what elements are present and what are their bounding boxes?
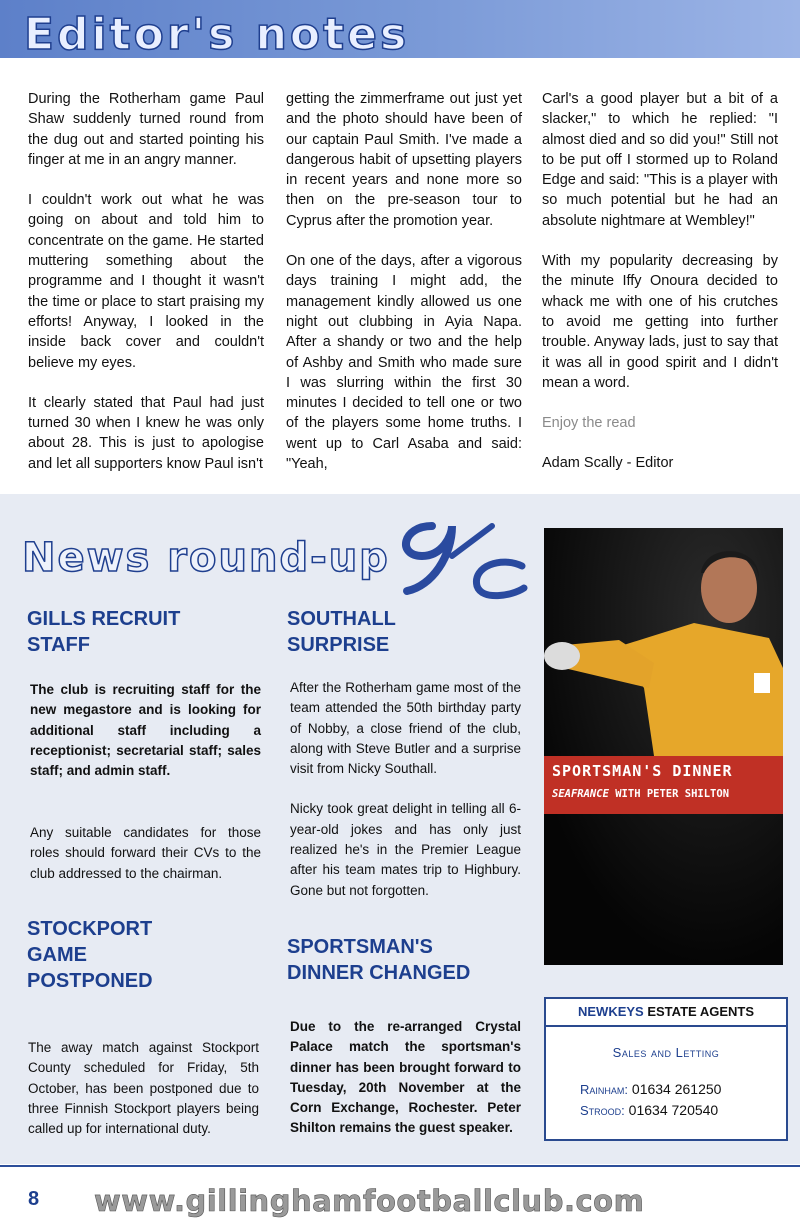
gills-paragraph: Any suitable candidates for those roles should forward their CVs to the club addressed to the chairman. <box>30 825 261 881</box>
editorial-paragraph: With my popularity decreasing by the minute Iffy Onoura decided to whack me with one of his crutches to avoid me getting into further trouble. Anyway lads, just to say that it was all in good spirit and I didn't mean a word. <box>542 253 778 391</box>
newkeys-advert <box>544 997 788 1141</box>
goalkeeper-photo <box>544 528 783 965</box>
editors-notes-banner <box>0 0 800 58</box>
editors-notes-title: Editor's notes <box>24 9 410 58</box>
editorial-column-1 <box>28 89 264 494</box>
gills-story-cont <box>30 823 261 904</box>
stockport-headline: STOCKPORT GAME POSTPONED <box>27 918 153 992</box>
stockport-paragraph: The away match against Stockport County scheduled for Friday, 5th October, has been postponed due to three Finnish Stockport players being called up for international duty. <box>28 1040 259 1137</box>
gills-paragraph: The club is recruiting staff for the new megastore and is looking for additional staff including a receptionist; secretarial staff; sales staff; and admin staff. <box>30 682 261 779</box>
dinner-story <box>290 1017 521 1159</box>
advert-subtitle: Sales and Letting <box>612 1045 720 1060</box>
advert-brand: NEWKEYS <box>577 1004 644 1019</box>
gills-story <box>30 680 261 801</box>
news-roundup-title: News round-up <box>22 535 390 581</box>
page-number: 8 <box>28 1188 40 1210</box>
seafrance-logo: SEAFRANCE <box>552 788 609 800</box>
advert-brand-rest: ESTATE AGENTS <box>647 1004 754 1019</box>
editorial-paragraph: getting the zimmerframe out just yet and the photo should have been of our captain Paul Smith. I've made a dangerous habit of upsetting players in recent years and none more so then on the pre-season tour to Cyprus after the promotion year. <box>286 91 522 229</box>
rainham-phone <box>580 1081 721 1097</box>
rainham-label: Rainham: <box>580 1082 629 1097</box>
dinner-headline: SPORTSMAN'S DINNER CHANGED <box>287 936 471 984</box>
editorial-paragraph: On one of the days, after a vigorous days training I might add, the management kindly allowed us one night out clubbing in Ayia Napa. After a shandy or two and the help of Ashby and Smith who made sure I was slurring within the first 30 minutes I decided to tell one or two of the players some home truths. I went up to Carl Asaba and said: "Yeah, <box>286 253 522 473</box>
strood-label: Strood: <box>580 1103 625 1118</box>
editorial-column-2 <box>286 89 522 494</box>
southall-headline: SOUTHALL SURPRISE <box>287 608 396 656</box>
promo-title: SPORTSMAN'S DINNER <box>552 762 733 780</box>
dinner-paragraph: Due to the re-arranged Crystal Palace match the sportsman's dinner has been brought forward to Tuesday, 20th November at the Corn Exchange, Rochester. Peter Shilton remains the guest speaker. <box>290 1019 521 1136</box>
club-website-url: www.gillinghamfootballclub.com <box>94 1184 645 1218</box>
editorial-paragraph: Carl's a good player but a bit of a slacker," to which he replied: "I almost died and so did you!" Still not to be put off I stormed up to Roland Edge and said: "This is a player with so much potential but he had an absolute nightmare at Wembley!" <box>542 91 778 229</box>
promo-guest: WITH PETER SHILTON <box>615 788 730 800</box>
promo-band <box>544 756 783 814</box>
rainham-number: 01634 261250 <box>631 1081 722 1097</box>
gills-headline: GILLS RECRUIT STAFF <box>27 608 181 656</box>
editorial-paragraph: During the Rotherham game Paul Shaw suddenly turned round from the dug out and started pointing his finger at me in an angry manner. <box>28 91 264 168</box>
strood-number: 01634 720540 <box>628 1102 719 1118</box>
editorial-paragraph: It clearly stated that Paul had just turned 30 when I knew he was only about 28. This is just to apologise and let all supporters know Paul isn't <box>28 394 264 472</box>
southall-paragraph: Nicky took great delight in telling all 6-year-old jokes and has only just realized he's in the Premier League after his team mates trip to Highbury. Gone but not forgotten. <box>290 801 521 898</box>
sportsmans-dinner-poster <box>544 528 783 965</box>
editor-signature: Adam Scally - Editor <box>542 455 674 472</box>
southall-paragraph: After the Rotherham game most of the team attended the 50th birthday party of Nobby, a close friend of the club, along with Steve Butler and a surprise visit from Nicky Southall. <box>290 680 521 777</box>
promo-sponsor-line <box>552 788 729 800</box>
editorial-signoff: Enjoy the read <box>542 415 636 432</box>
club-logo-icon <box>392 516 532 606</box>
stockport-story <box>28 1038 259 1159</box>
editorial-paragraph: I couldn't work out what he was going on about and told him to concentrate on the game. He started muttering something about the programme and I thought it wasn't the time or place to start praising my efforts! Anyway, I looked in the inside back cover and couldn't believe my eyes. <box>28 192 264 371</box>
footer-divider <box>0 1165 800 1167</box>
editorial-column-3 <box>542 89 778 494</box>
southall-story <box>290 678 521 921</box>
advert-header <box>546 999 786 1027</box>
strood-phone <box>580 1102 718 1118</box>
